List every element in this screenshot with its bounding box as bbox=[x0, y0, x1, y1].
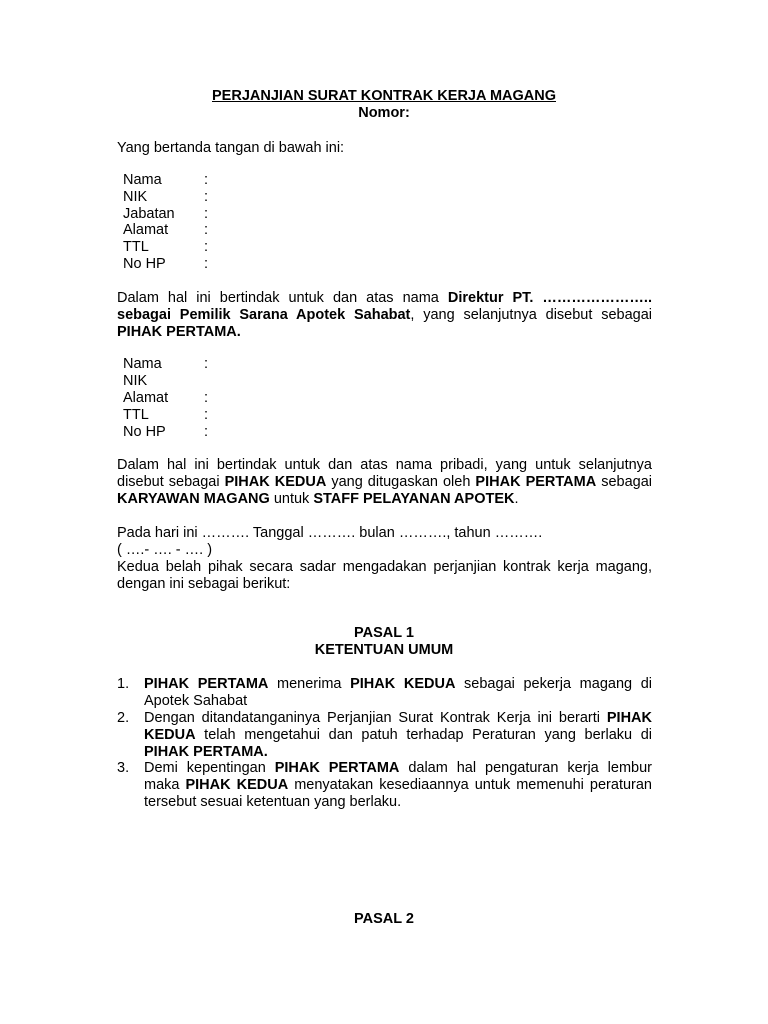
item-text: menyatakan kesediaannya untuk memenuhi peraturan tersebut sesuai ketentuan yang berlaku. bbox=[144, 777, 652, 810]
list-number: 3. bbox=[117, 760, 130, 776]
document-number: Nomor: bbox=[358, 105, 410, 121]
field-label: Alamat bbox=[123, 222, 169, 238]
list-item bbox=[117, 676, 652, 710]
field-colon: : bbox=[204, 206, 209, 222]
date-paren: ( ….- …. - …. ) bbox=[117, 542, 213, 558]
list-number: 1. bbox=[117, 676, 130, 692]
list-item bbox=[117, 710, 652, 761]
field-label: Alamat bbox=[123, 390, 169, 406]
field-label: No HP bbox=[123, 424, 166, 440]
field-label: Nama bbox=[123, 172, 162, 188]
item-bold: PIHAK KEDUA bbox=[185, 777, 289, 793]
party1-field-alamat bbox=[123, 222, 243, 239]
document-title: PERJANJIAN SURAT KONTRAK KERJA MAGANG bbox=[212, 88, 556, 104]
field-colon: : bbox=[204, 424, 209, 440]
item-text: sebagai pekerja magang di Apotek Sahabat bbox=[144, 676, 652, 709]
item-text: Demi kepentingan bbox=[144, 760, 275, 776]
item-text: Dengan ditandatanganinya Perjanjian Surat Kontrak Kerja ini berarti bbox=[144, 710, 607, 726]
date-line: Pada hari ini ………. Tanggal ………. bulan ………., tahun ………. bbox=[117, 525, 543, 541]
field-colon: : bbox=[204, 172, 209, 188]
intro-text: Yang bertanda tangan di bawah ini: bbox=[117, 140, 345, 156]
statement-bold: Direktur PT. ………………….. sebagai Pemilik Sarana Apotek Sahabat bbox=[117, 290, 652, 323]
party1-field-nama bbox=[123, 172, 243, 189]
item-bold: PIHAK PERTAMA bbox=[274, 760, 400, 776]
party2-field-nik bbox=[123, 373, 243, 390]
statement-text: untuk bbox=[269, 491, 314, 507]
agreement-text: Kedua belah pihak secara sadar mengadakan perjanjian kontrak kerja magang, dengan ini sebagai berikut: bbox=[117, 559, 652, 592]
field-label: TTL bbox=[123, 239, 149, 255]
party1-field-nik bbox=[123, 189, 243, 206]
statement-bold: STAFF PELAYANAN APOTEK bbox=[313, 491, 515, 507]
pasal1-heading: PASAL 1 bbox=[354, 625, 414, 641]
field-colon: : bbox=[204, 256, 209, 272]
party2-field-ttl bbox=[123, 407, 243, 424]
field-label: No HP bbox=[123, 256, 166, 272]
item-text: telah mengetahui dan patuh terhadap Peraturan yang berlaku di bbox=[195, 727, 652, 743]
party1-field-nohp bbox=[123, 256, 243, 273]
item-bold: PIHAK PERTAMA bbox=[144, 676, 269, 692]
field-label: TTL bbox=[123, 407, 149, 423]
field-label: Jabatan bbox=[123, 206, 175, 222]
party1-field-ttl bbox=[123, 239, 243, 256]
list-number: 2. bbox=[117, 710, 130, 726]
item-text: dalam hal pengaturan kerja lembur maka bbox=[144, 760, 652, 793]
statement-text: Dalam hal ini bertindak untuk dan atas nama bbox=[117, 290, 448, 306]
list-text bbox=[144, 676, 652, 710]
field-label: NIK bbox=[123, 373, 148, 389]
field-colon: : bbox=[204, 239, 209, 255]
field-colon: : bbox=[204, 189, 209, 205]
party2-field-nohp bbox=[123, 424, 243, 441]
party2-statement bbox=[117, 457, 652, 508]
statement-text: , yang selanjutnya disebut sebagai bbox=[410, 307, 652, 323]
statement-text: sebagai bbox=[596, 474, 653, 490]
statement-bold: PIHAK KEDUA bbox=[224, 474, 327, 490]
party2-field-alamat bbox=[123, 390, 243, 407]
item-bold: PIHAK KEDUA bbox=[350, 676, 456, 692]
item-bold: PIHAK KEDUA bbox=[144, 710, 652, 743]
field-colon: : bbox=[204, 390, 209, 406]
statement-text: . bbox=[514, 491, 519, 507]
statement-bold: PIHAK PERTAMA bbox=[475, 474, 597, 490]
list-item bbox=[117, 760, 652, 811]
field-colon: : bbox=[204, 407, 209, 423]
statement-bold: PIHAK PERTAMA. bbox=[117, 324, 241, 340]
statement-text: Dalam hal ini bertindak untuk dan atas nama pribadi, yang untuk selanjutnya disebut sebagai bbox=[117, 457, 652, 490]
party1-field-jabatan bbox=[123, 206, 243, 223]
list-text bbox=[144, 760, 652, 811]
field-label: NIK bbox=[123, 189, 148, 205]
party2-field-nama bbox=[123, 356, 243, 373]
pasal1-subheading: KETENTUAN UMUM bbox=[314, 642, 454, 658]
field-colon: : bbox=[204, 222, 209, 238]
item-bold: PIHAK PERTAMA. bbox=[144, 744, 268, 760]
pasal2-heading: PASAL 2 bbox=[354, 911, 414, 927]
party1-statement bbox=[117, 290, 652, 341]
statement-bold: KARYAWAN MAGANG bbox=[117, 491, 270, 507]
list-text bbox=[144, 710, 652, 761]
field-colon: : bbox=[204, 356, 209, 372]
statement-text: yang ditugaskan oleh bbox=[326, 474, 476, 490]
item-text: menerima bbox=[268, 676, 351, 692]
field-label: Nama bbox=[123, 356, 162, 372]
